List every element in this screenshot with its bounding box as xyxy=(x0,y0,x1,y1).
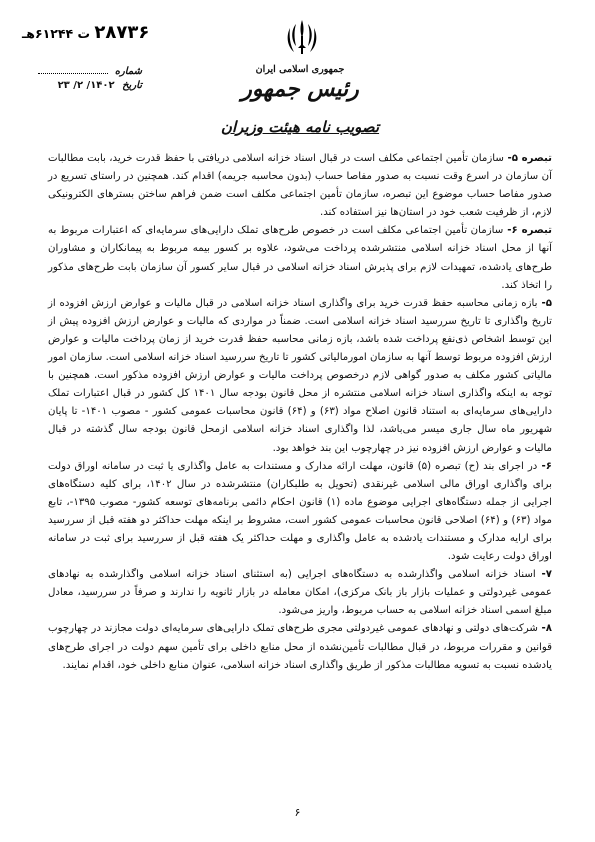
paragraph-text: شرکت‌های دولتی و نهادهای عمومی غیردولتی مجری طرح‌های تملک دارایی‌های سرمایه‌ای دولت مجازند در چهارچوب قوانین و مقررات مربوط، در قبال مطالبات تأمین‌نشده از محل منابع داخلی برای تأمین سهم دولت در اجرای طرح‌های یادشده نسبت به تسویه مطالبات مذکور از طریق واگذاری اسناد خزانه اسلامی، عنوان منابع داخلی خود، اقدام نمایند. xyxy=(48,623,552,671)
date-label: تاریخ xyxy=(122,80,142,91)
paragraph-heading: ۵- xyxy=(537,297,552,309)
reference-series: ت ۶۱۲۴۴هـ xyxy=(22,26,91,41)
paragraph-text: اسناد خزانه اسلامی واگذارشده به دستگاه‌های اجرایی (به استثنای اسناد خزانه اسلامی واگذارشده به نهادهای عمومی غیردولتی و عملیات بازار باز بانک مرکزی)، امکان معامله در بازار ثانویه را ندارند و صرفاً در سررسید، معادل مبلغ اسمی اسناد خزانه اسلامی به حساب مربوط، واریز می‌شود. xyxy=(48,569,552,617)
paragraph-heading: ۸- xyxy=(537,623,552,635)
iran-emblem-icon xyxy=(286,18,318,58)
paragraph-note-6 xyxy=(48,222,552,294)
reference-number xyxy=(22,22,149,43)
president-title: رئیس جمهور xyxy=(241,76,359,102)
reference-code: ۲۸۷۳۶ xyxy=(94,22,150,43)
paragraph-item-7 xyxy=(48,566,552,620)
paragraph-heading: ۶- xyxy=(537,460,552,472)
date-value: ۱۴۰۲/ ۲/ ۲۳ xyxy=(57,80,115,91)
paragraph-item-6 xyxy=(48,458,552,567)
paragraph-text: سازمان تأمین اجتماعی مکلف است در قبال اسناد خزانه اسلامی دریافتی با حفظ قدرت خرید، بابت مطالبات آن سازمان در اسرع وقت نسبت به صدور مفاصا حساب (بدون محاسبه جریمه) اقدام کند. همچنین در راستای تسریع در صدور مفاصا حساب موضوع این تبصره، سازمان تأمین اجتماعی مکلف است ضمن فراهم ساختن بسترهای الکترونیکی لازم، از ظرفیت شعب خود در استان‌ها نیز استفاده کند. xyxy=(48,153,552,219)
number-line xyxy=(22,64,142,77)
paragraph-heading: تبصره ۶- xyxy=(503,225,552,237)
paragraph-text: بازه زمانی محاسبه حفظ قدرت خرید برای واگذاری اسناد خزانه اسلامی در قبال مالیات و عوارض ارزش افزوده از تاریخ واگذاری تا تاریخ سررسید اسناد خزانه اسلامی است. ضمناً در مواردی که مالیات و عوارض ارزش افزوده پیش از این توسط اشخاص ذی‌نفع پرداخت شده باشد، بازه زمانی محاسبه حفظ قدرت خرید از زمان پرداخت مالیات و عوارض ارزش افزوده مربوط توسط آنها به سازمان امورمالیاتی کشور تا تاریخ سررسید اسناد خزانه اسلامی است. سازمان امور مالیاتی کشور مکلف به صدور گواهی لازم درخصوص پرداخت مالیات و عوارض ارزش افزوده مذکور است. همچنین با توجه به اینکه واگذاری اسناد خزانه اسلامی منتشره از محل قانون بودجه سال ۱۴۰۱ کل کشور در قبال اعتبارات تملک دارایی‌های سرمایه‌ای به استناد قانون اصلاح مواد (۶۳) و (۶۴) قانون محاسبات عمومی کشور - مصوب ۱۴۰۱- تا پایان شهریور ماه سال جاری میسر می‌باشد، لذا واگذاری اسناد خزانه اسلامی ازمحل قانون بودجه سال گذشته در قبال مالیات و عوارض ارزش افزوده نیز در چهارچوب این بند خواهد بود. xyxy=(48,297,553,454)
document-body xyxy=(48,150,552,675)
page-number: ۶ xyxy=(294,806,301,819)
republic-title: جمهوری اسلامی ایران xyxy=(255,64,345,75)
paragraph-text: در اجرای بند (ح) تبصره (۵) قانون، مهلت ارائه مدارک و مستندات به عامل واگذاری یا ثبت در سامانه اوراق دولت برای واگذاری اوراق مالی اسلامی غیرنقدی (تحویل به طلبکاران) منتشرشده در سال ۱۴۰۲، برای کلیه دستگاه‌های اجرایی از جمله دستگاه‌های اجرایی موضوع ماده (۱) قانون احکام دائمی برنامه‌های توسعه کشور- مصوب ۱۳۹۵-، تابع مواد (۶۳) و (۶۴) اصلاحی قانون محاسبات عمومی کشور است، مشروط بر اینکه مهلت حداکثر دو هفته قبل از سررسید برای ارایه مدارک و مستندات یادشده به عامل واگذاری و مهلت حداکثر یک هفته قبل از سررسید برای ثبت در سامانه اوراق دولت رعایت شود. xyxy=(48,460,552,563)
paragraph-heading: ۷- xyxy=(535,569,552,581)
paragraph-note-5 xyxy=(48,150,552,222)
paragraph-text: سازمان تأمین اجتماعی مکلف است در خصوص طرح‌های تملک دارایی‌های سرمایه‌ای که اعتبارات مربوط به آنها از محل اسناد خزانه اسلامی منتشرشده پرداخت می‌شود، علاوه بر کسور بیمه مربوط به پیمانکاران و مشاوران طرح‌های یادشده، تمهیدات لازم برای پذیرش اسناد خزانه اسلامی در قبال سایر کسور آن سازمان بابت طرح‌های مذکور را اتخاذ کند. xyxy=(48,225,552,291)
number-dotted-field xyxy=(38,64,108,74)
paragraph-heading: تبصره ۵- xyxy=(503,153,552,164)
number-label: شماره xyxy=(114,66,142,77)
date-line xyxy=(22,80,142,91)
paragraph-item-5 xyxy=(48,295,552,458)
approval-title: تصویب نامه هیئت وزیران xyxy=(220,118,380,136)
paragraph-item-8 xyxy=(48,620,552,674)
